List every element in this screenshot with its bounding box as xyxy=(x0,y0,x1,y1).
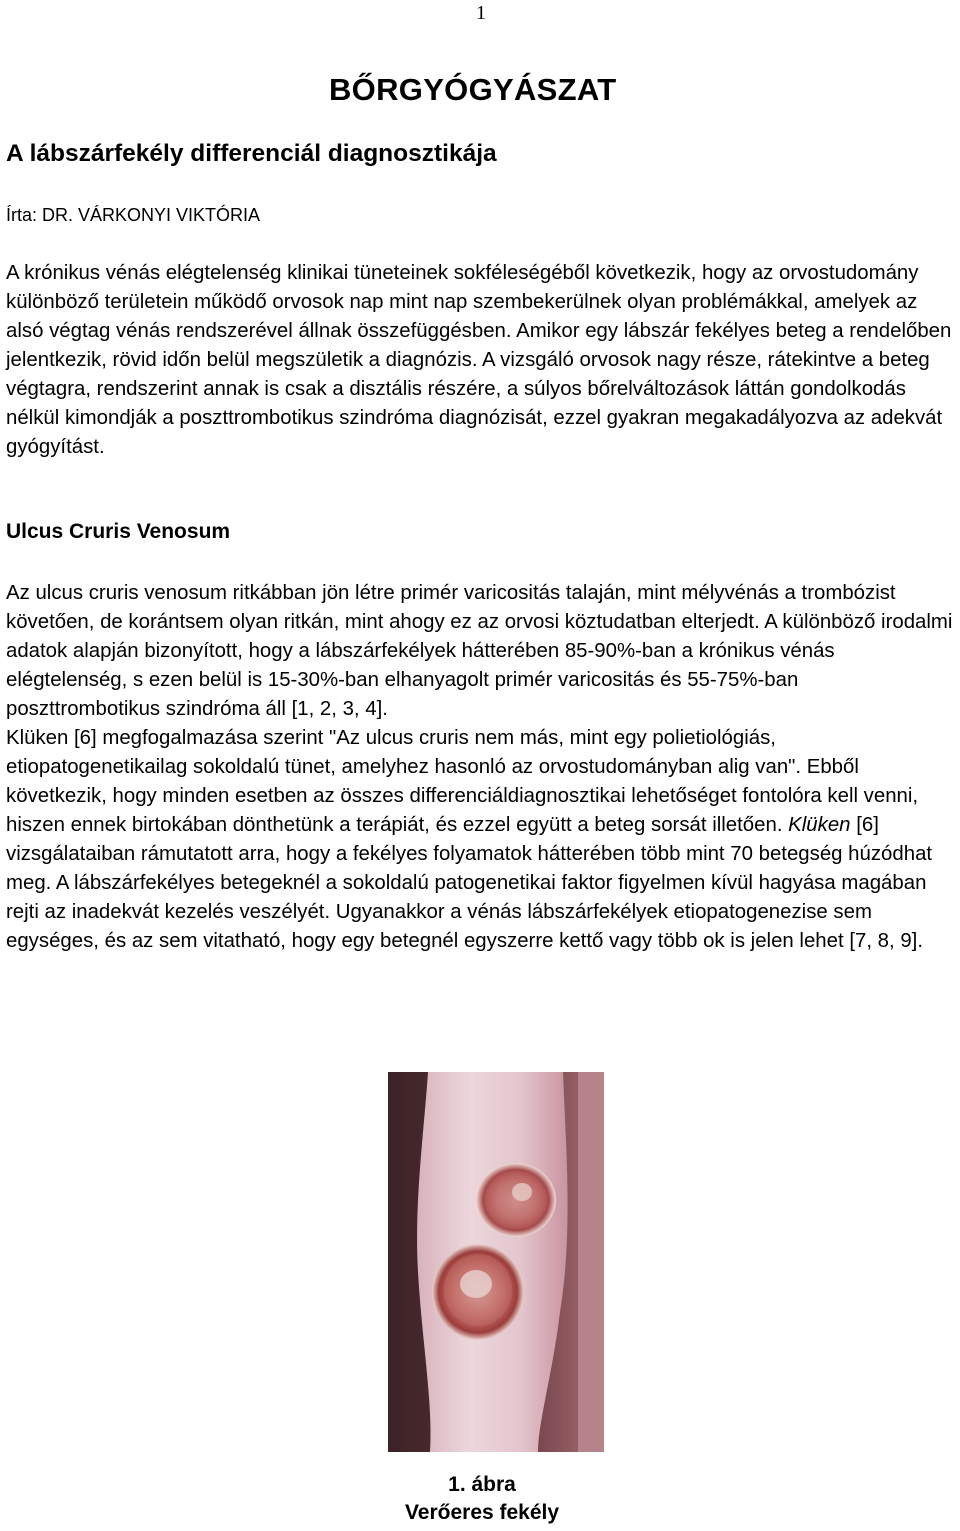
author-line: Írta: DR. VÁRKONYI VIKTÓRIA xyxy=(6,205,261,225)
ulcus-paragraph-part3: [6] vizsgálataiban rámutatott arra, hogy a fekélyes folyamatok hátterében több mint 70 betegség húzódhat meg. A lábszárfekélyes betegeknél a sokoldalú patogenetikai faktor figyelmen kívül hagyása magában rejti az inadekvát kezelés veszélyét. Ugyanakkor a vénás lábszárfekélyek etiopatogenezise sem egységes, és az sem vitatható, hogy egy betegnél egyszerre kettő vagy több ok is jelen lehet [7, 8, 9]. xyxy=(6,814,933,952)
ulcus-paragraph-italic-name: Klüken xyxy=(788,814,851,836)
document-title: A lábszárfekély differenciál diagnosztikája xyxy=(6,140,497,167)
leg-ulcer-photo xyxy=(388,1072,604,1452)
section-title: BŐRGYÓGYÁSZAT xyxy=(329,72,617,107)
page-number: 1 xyxy=(476,2,486,24)
figure-number: 1. ábra xyxy=(448,1473,516,1496)
figure-photo-leg-ulcer xyxy=(388,1072,604,1452)
figure-caption: Verőeres fekély xyxy=(404,1501,560,1524)
ulcus-paragraph-part2: Klüken [6] megfogalmazása szerint "Az ulcus cruris nem más, mint egy polietiológiás, etiopatogenetikailag sokoldalú tünet, amelyhez hasonló az orvostudományban alig van". Ebből következik, hogy minden esetben az összes differenciáldiagnosztikai lehetőséget fontolóra kell venni, hiszen ennek birtokában dönthetünk a terápiát, és ezzel együtt a beteg sorsát illetően. xyxy=(6,727,919,836)
subsection-title: Ulcus Cruris Venosum xyxy=(6,520,231,543)
intro-paragraph: A krónikus vénás elégtelenség klinikai tüneteinek sokféleségéből következik, hogy az orvostudomány különböző területein működő orvosok nap mint nap szembekerülnek olyan problémákkal, amelyek az alsó végtag vénás rendszerével állnak összefüggésben. Amikor egy lábszár fekélyes beteg a rendelőben jelentkezik, rövid időn belül megszületik a diagnózis. A vizsgáló orvosok nagy része, rátekintve a beteg végtagra, rendszerint annak is csak a disztális részére, a súlyos bőrelváltozások láttán gondolkodás nélkül kimondják a poszttrombotikus szindróma diagnózisát, ezzel gyakran megakadályozva az adekvát gyógyítást. xyxy=(6,262,952,458)
ulcus-paragraph-part1: Az ulcus cruris venosum ritkábban jön létre primér varicositás talaján, mint mélyvénás a trombózist követően, de korántsem olyan ritkán, mint ahogy ez az orvosi köztudatban elterjedt. A különböző irodalmi adatok alapján bizonyított, hogy a lábszárfekélyek hátterében 85-90%-ban a krónikus vénás elégtelenség, s ezen belül is 15-30%-ban elhanyagolt primér varicositás és 55-75%-ban poszttrombotikus szindróma áll [1, 2, 3, 4]. xyxy=(6,582,953,720)
ulcus-paragraph xyxy=(6,579,958,956)
